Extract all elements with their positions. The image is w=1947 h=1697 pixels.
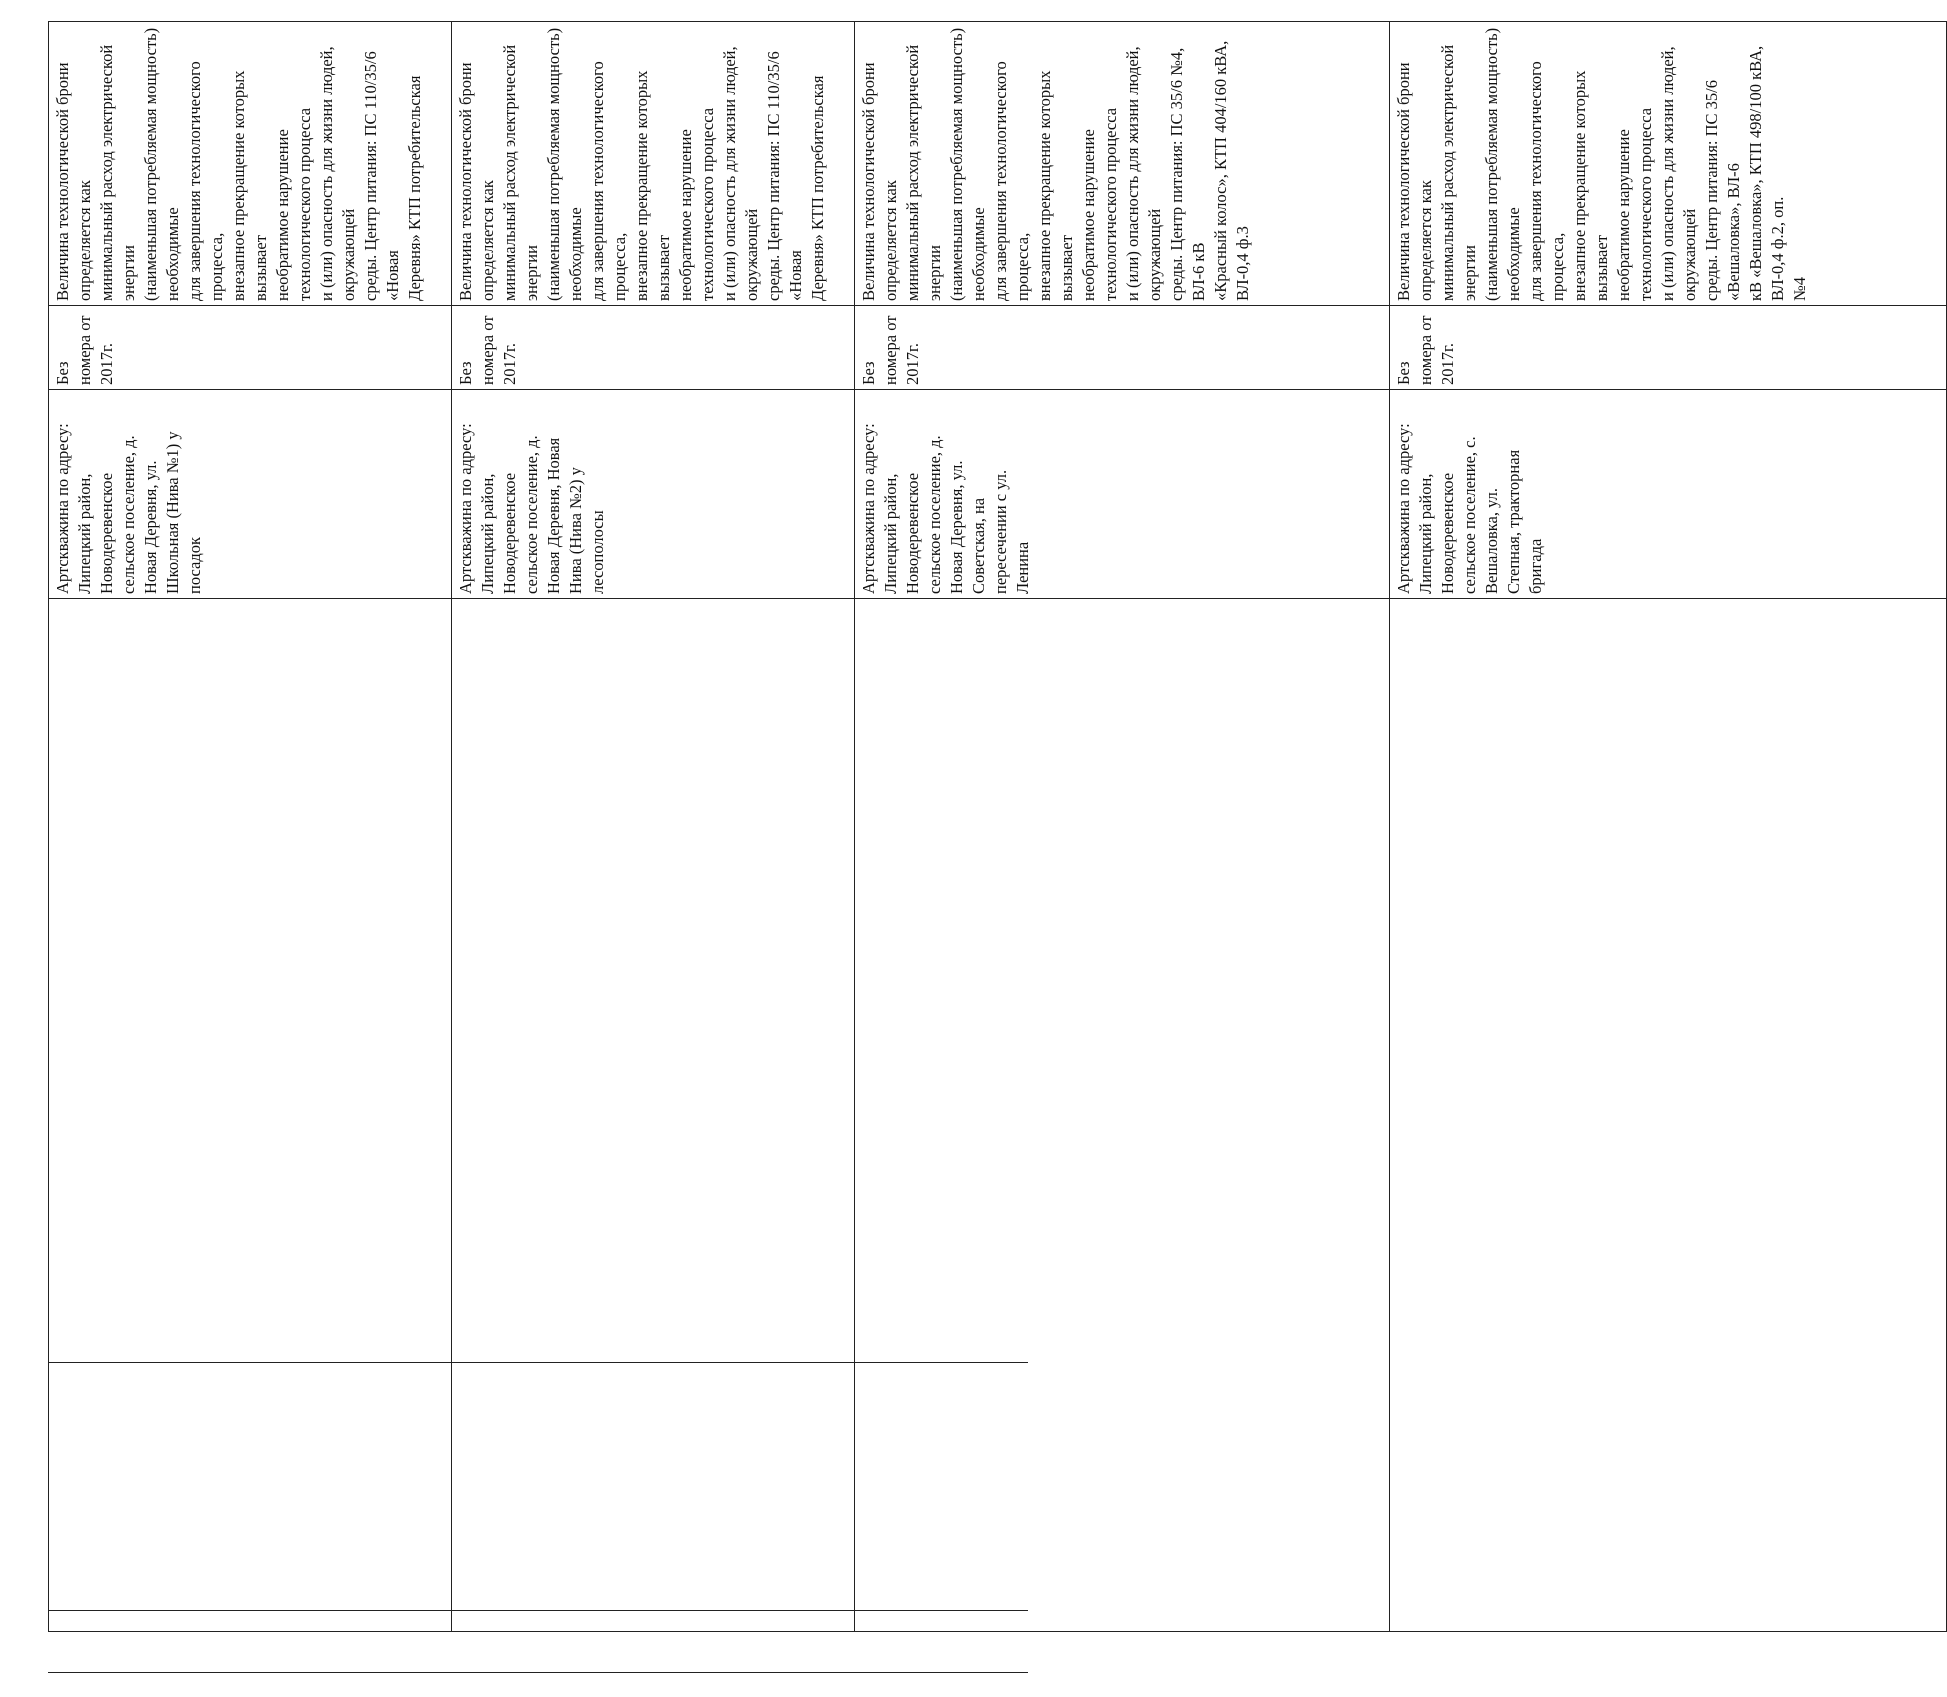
address-cell [49,390,452,599]
address-line: пересечении с ул. [991,469,1010,594]
address-line: Вешаловка, ул. [1482,487,1501,594]
address-line: сельское поселение, д. [522,435,541,594]
table-row [855,22,1390,1632]
address-line: посадок [185,536,204,594]
address-line: Новодеревенское [500,472,519,594]
document-cell [855,306,1390,390]
technological-reserve-line: для завершения технологического процесса, [588,61,629,301]
technological-reserve-line: «Красный колос», КТП 404/160 кВА, ВЛ-0,4 ф.3 [1211,40,1252,301]
address-line: Новая Деревня, ул. [141,460,160,594]
rotated-table-wrapper [48,27,1809,1632]
address-line: сельское поселение, д. [925,435,944,594]
technological-reserve-line: №4 [1790,277,1809,301]
technological-reserve-cell [49,22,452,306]
technological-reserve-line: минимальный расход электрической энергии [903,44,944,301]
technological-reserve-line: Деревня» КТП потребительская [808,75,827,301]
footer-rule-2 [48,1610,1028,1611]
address-line: Артскважина по адресу: [859,423,878,594]
technological-reserve-line: (наименьшая потребляемая мощность) необходимые [1482,27,1523,301]
document-line: 2017г. [903,342,922,385]
address-line: Липецкий район, [881,473,900,594]
document-line: Без номера от [1394,315,1435,385]
document-cell [452,306,855,390]
technological-reserve-line: Величина технологической брони определяется как [1394,62,1435,301]
technological-reserve-line: внезапное прекращение которых вызывает [229,70,270,301]
reserve-table [48,21,1947,1632]
table-row [452,22,855,1632]
technological-reserve-line: внезапное прекращение которых вызывает [1035,70,1076,301]
technological-reserve-line: Деревня» КТП потребительская [405,75,424,301]
technological-reserve-line: и (или) опасность для жизни людей, окружающей [317,46,358,301]
technological-reserve-line: необратимое нарушение технологического процесса [273,107,314,301]
table-row [49,22,452,1632]
technological-reserve-line: (наименьшая потребляемая мощность) необходимые [141,27,182,301]
technological-reserve-line: среды. Центр питания: ПС 110/35/6 «Новая [764,51,805,301]
document-line: Без номера от [53,315,94,385]
technological-reserve-line: необратимое нарушение технологического процесса [676,107,717,301]
address-cell [452,390,855,599]
technological-reserve-line: среды. Центр питания: ПС 110/35/6 «Новая [361,51,402,301]
blank-cell [855,599,1390,1632]
technological-reserve-line: среды. Центр питания: ПС 35/6 №4, ВЛ-6 кВ [1167,47,1208,301]
address-line: Ленина [1013,541,1032,594]
address-line: Липецкий район, [1416,473,1435,594]
table-row [1390,22,1947,1632]
document-line: Без номера от [456,315,497,385]
footer-rule-3 [48,1672,1028,1673]
address-line: Липецкий район, [478,473,497,594]
technological-reserve-line: и (или) опасность для жизни людей, окружающей [720,46,761,301]
technological-reserve-line: внезапное прекращение которых вызывает [1570,70,1611,301]
address-line: Липецкий район, [75,473,94,594]
technological-reserve-line: (наименьшая потребляемая мощность) необходимые [947,27,988,301]
address-cell [855,390,1390,599]
technological-reserve-line: для завершения технологического процесса, [1526,61,1567,301]
technological-reserve-cell [1390,22,1947,306]
blank-cell [49,599,452,1632]
address-line: бригада [1526,538,1545,594]
address-line: Артскважина по адресу: [1394,423,1413,594]
technological-reserve-line: и (или) опасность для жизни людей, окружающей [1658,46,1699,301]
address-line: сельское поселение, д. [119,435,138,594]
technological-reserve-line: минимальный расход электрической энергии [97,44,138,301]
address-line: Новодеревенское [97,472,116,594]
technological-reserve-line: минимальный расход электрической энергии [500,44,541,301]
document-line: 2017г. [1438,342,1457,385]
document-line: Без номера от [859,315,900,385]
address-line: Нива (Нива №2) у [566,467,585,594]
technological-reserve-cell [855,22,1390,306]
address-line: лесополосы [588,510,607,594]
address-line: Школьная (Нива №1) у [163,431,182,594]
address-line: Степная, тракторная [1504,449,1523,594]
document-line: 2017г. [97,342,116,385]
address-line: Новодеревенское [903,472,922,594]
technological-reserve-line: для завершения технологического процесса, [991,61,1032,301]
technological-reserve-line: внезапное прекращение которых вызывает [632,70,673,301]
technological-reserve-line: Величина технологической брони определяется как [859,62,900,301]
footer-rule-1 [48,1362,1028,1363]
technological-reserve-line: (наименьшая потребляемая мощность) необходимые [544,27,585,301]
technological-reserve-cell [452,22,855,306]
technological-reserve-line: среды. Центр питания: ПС 35/6 «Вешаловка», ВЛ-6 [1702,79,1743,301]
address-line: Артскважина по адресу: [53,423,72,594]
address-line: сельское поселение, с. [1460,436,1479,594]
document-cell [49,306,452,390]
address-line: Советская, на [969,497,988,594]
address-cell [1390,390,1947,599]
address-line: Артскважина по адресу: [456,423,475,594]
technological-reserve-line: Величина технологической брони определяется как [53,62,94,301]
address-line: Новая Деревня, Новая [544,437,563,594]
technological-reserve-line: Величина технологической брони определяется как [456,62,497,301]
blank-cell [452,599,855,1632]
technological-reserve-line: минимальный расход электрической энергии [1438,44,1479,301]
technological-reserve-line: для завершения технологического процесса, [185,61,226,301]
technological-reserve-line: необратимое нарушение технологического процесса [1614,107,1655,301]
technological-reserve-line: необратимое нарушение технологического процесса [1079,107,1120,301]
address-line: Новая Деревня, ул. [947,460,966,594]
address-line: Новодеревенское [1438,472,1457,594]
document-cell [1390,306,1947,390]
technological-reserve-line: и (или) опасность для жизни людей, окружающей [1123,46,1164,301]
blank-cell [1390,599,1947,1632]
document-line: 2017г. [500,342,519,385]
technological-reserve-line: кВ «Вешаловка», КТП 498/100 кВА, ВЛ-0,4 ф.2, оп. [1746,45,1787,301]
